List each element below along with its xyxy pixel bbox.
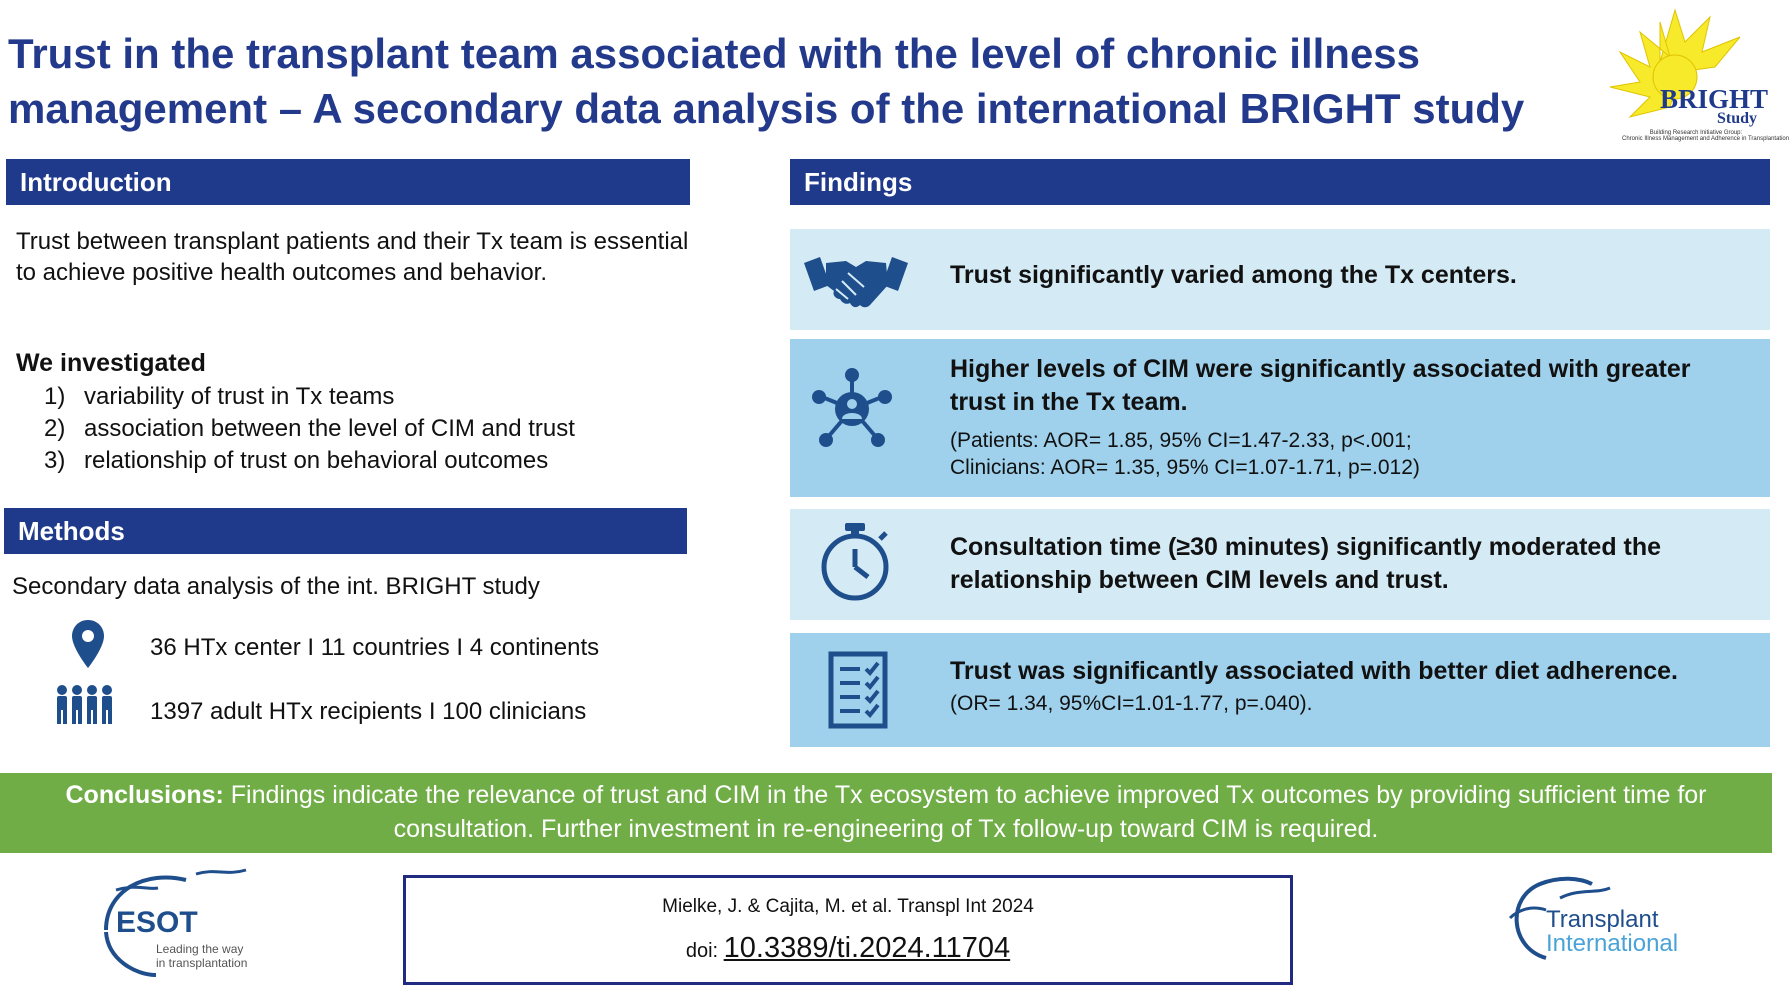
list-text: association between the level of CIM and trust (84, 415, 575, 442)
list-text: variability of trust in Tx teams (84, 383, 395, 410)
list-number: 3) (44, 447, 66, 474)
poster-title (8, 26, 1568, 136)
citation-box (403, 875, 1293, 985)
introduction-text: Trust between transplant patients and their Tx team is essential to achieve positive health outcomes and behavior. (16, 228, 689, 286)
ti-line-2: International (1546, 930, 1679, 957)
transplant-international-logo (1500, 858, 1750, 978)
bright-logo-sub: Study (1717, 110, 1758, 127)
finding-card-4 (790, 633, 1770, 747)
bright-logo-name: BRIGHT (1660, 84, 1769, 114)
investigated-list (44, 381, 575, 477)
introduction-header: Introduction (6, 159, 690, 205)
list-number: 2) (44, 415, 66, 442)
esot-tagline-2: in transplantation (156, 956, 248, 970)
conclusion-text: Findings indicate the relevance of trust and CIM in the Tx ecosystem to achieve improved Tx outcomes by providing sufficient time for consultation. Further investment in re-engineering of Tx follow-up toward CIM is required. (223, 781, 1707, 843)
checklist-icon (828, 651, 888, 734)
finding-2-text: Higher levels of CIM were significantly associated with greater trust in the Tx team. (950, 355, 1691, 416)
esot-logo-tagline (156, 942, 247, 970)
finding-card-3 (790, 509, 1770, 620)
list-text: relationship of trust on behavioral outcomes (84, 447, 549, 474)
list-number: 1) (44, 383, 66, 410)
ti-line-1: Transplant (1546, 906, 1659, 933)
list-item (44, 381, 575, 413)
finding-3-text: Consultation time (≥30 minutes) significantly moderated the relationship between CIM levels and trust. (950, 533, 1662, 594)
stopwatch-icon (818, 521, 892, 608)
finding-4-text: Trust was significantly associated with better diet adherence. (950, 657, 1678, 685)
bright-tagline-2: Chronic Illness Management and Adherence in Transplantation (1622, 136, 1789, 142)
finding-card-2 (790, 339, 1770, 497)
list-item (44, 413, 575, 445)
bright-logo (1580, 2, 1789, 152)
network-person-icon (810, 367, 894, 456)
findings-header: Findings (790, 159, 1770, 205)
citation-doi-line (406, 932, 1290, 965)
finding-2-patients: (Patients: AOR= 1.85, 95% CI=1.47-2.33, p<.001; (950, 429, 1412, 452)
doi-link[interactable]: 10.3389/ti.2024.11704 (723, 932, 1011, 964)
finding-card-1 (790, 229, 1770, 330)
methods-stat-recipients: 1397 adult HTx recipients I 100 clinicians (150, 698, 587, 725)
bright-tagline-1: Building Research Initiative Group: (1649, 130, 1743, 136)
title-line-2: management – A secondary data analysis of the international BRIGHT study (8, 85, 1525, 132)
location-pin-icon (70, 618, 106, 675)
citation-authors: Mielke, J. & Cajita, M. et al. Transpl Int 2024 (662, 896, 1034, 917)
finding-1-text: Trust significantly varied among the Tx centers. (950, 261, 1517, 289)
investigated-heading: We investigated (16, 349, 206, 377)
people-group-icon (54, 684, 116, 731)
conclusion-banner (0, 773, 1772, 853)
handshake-icon (804, 251, 908, 318)
esot-logo (96, 860, 276, 980)
ti-logo-text (1546, 908, 1678, 956)
esot-logo-name: ESOT (116, 906, 198, 939)
methods-subtitle: Secondary data analysis of the int. BRIGHT study (12, 573, 540, 600)
list-item (44, 445, 575, 477)
finding-4-stats: (OR= 1.34, 95%CI=1.01-1.77, p=.040). (950, 692, 1313, 715)
bright-logo-tagline (1622, 130, 1789, 142)
title-line-1: Trust in the transplant team associated with the level of chronic illness (8, 30, 1421, 77)
methods-stat-centers: 36 HTx center I 11 countries I 4 continents (150, 634, 600, 661)
conclusion-label: Conclusions: (65, 781, 224, 809)
doi-label: doi: (685, 940, 724, 962)
esot-tagline-1: Leading the way (156, 942, 244, 956)
finding-2-clinicians: Clinicians: AOR= 1.35, 95% CI=1.07-1.71, p=.012) (950, 456, 1420, 479)
finding-2-stats (950, 427, 1750, 481)
methods-header: Methods (4, 508, 687, 554)
